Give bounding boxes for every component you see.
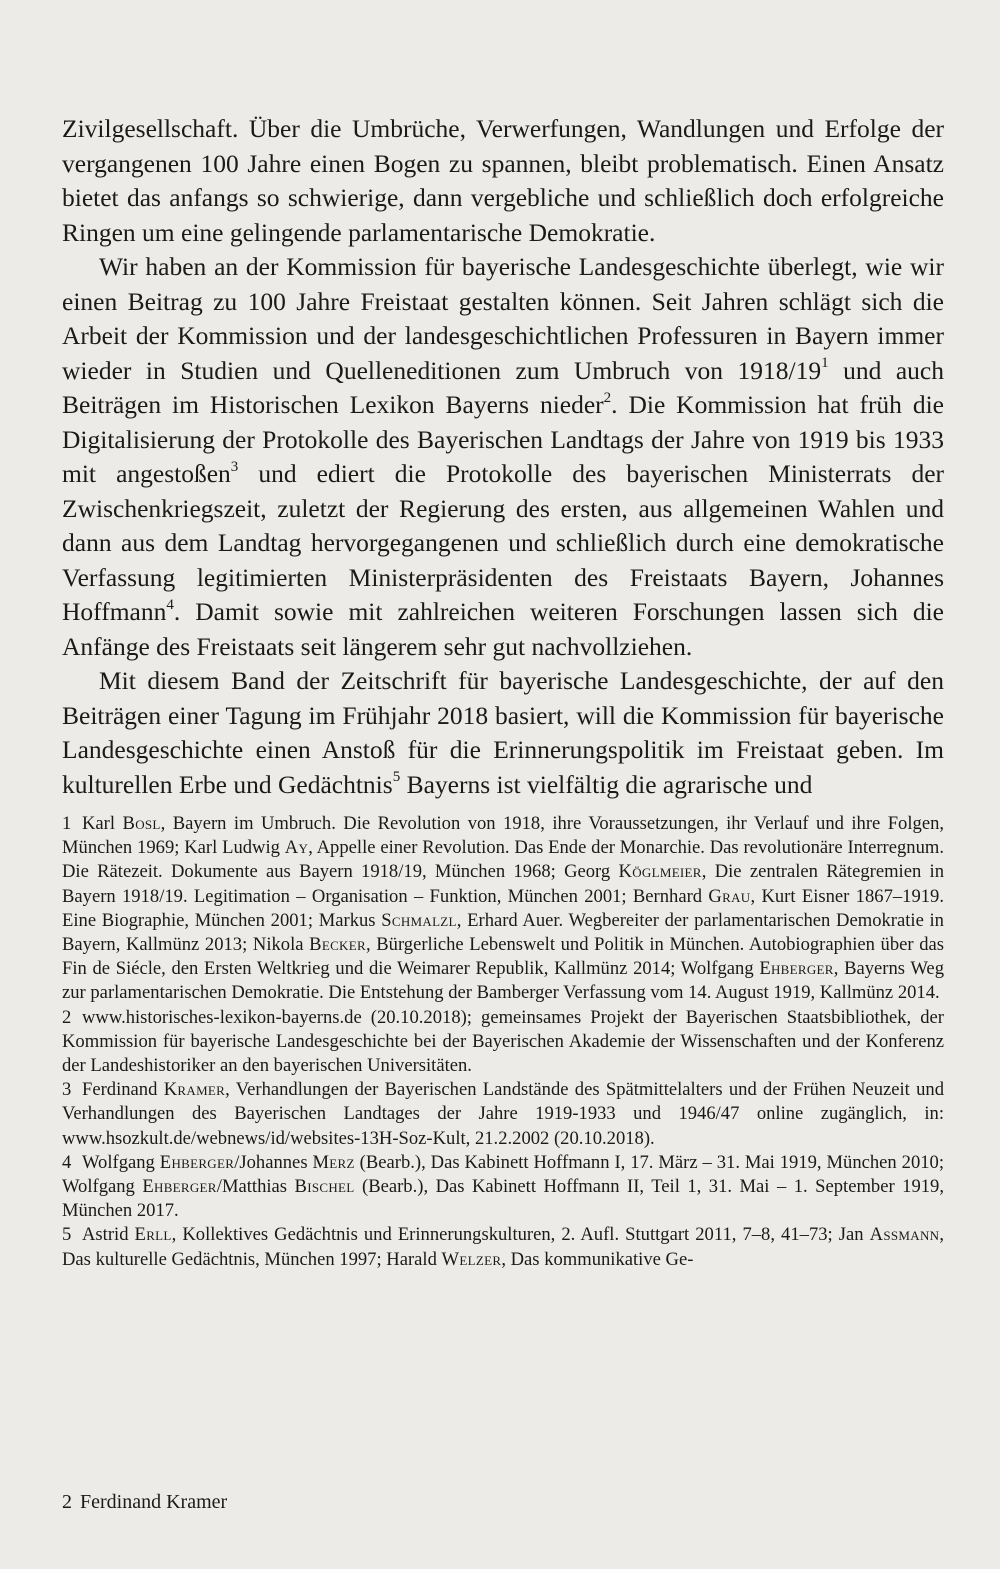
footnote-text: , Die zentralen Rätegremien in Bayern 1918/19. Legitimation – Organisation – Funktion, München 2001; Bernhard xyxy=(62,861,944,907)
footnote-text: , Appelle einer Revolution. Das Ende der Monarchie. Das revolutionäre Interregnum. Die Rätezeit. Dokumente aus Bayern 1918/19, München 1968; Georg xyxy=(62,837,944,883)
footnote-text: www.historisches-lexikon-bayerns.de (20.10.2018); gemeinsames Projekt der Bayerischen Staatsbibliothek, der Kommission für bayerische Landesgeschichte bei der Bayerischen Akademie der Wissenschaften und der Konferenz der Landeshistoriker an den bayerischen Universitäten. xyxy=(62,1006,944,1077)
footnote-text: (Bearb.), Das Kabinett Hoffmann II, Teil 1, 31. Mai – 1. September 1919, München 2017. xyxy=(62,1176,944,1222)
running-footer-author: Ferdinand Kramer xyxy=(80,1491,228,1513)
footnote-text: /Matthias xyxy=(216,1176,295,1198)
paragraph-2-text-e: . Damit sowie mit zahlreichen weiteren Forschungen lassen sich die Anfänge des Freistaats seit längerem sehr gut nachvollziehen. xyxy=(62,597,944,661)
footnote-5 xyxy=(62,1223,944,1271)
author-name: Ehberger xyxy=(142,1176,217,1198)
footnote-ref-1: 1 xyxy=(821,355,829,371)
paragraph-1: Zivilgesellschaft. Über die Umbrüche, Verwerfungen, Wandlungen und Erfolge der vergangenen 100 Jahre einen Bogen zu spannen, bleibt problematisch. Einen Ansatz bietet das anfangs so schwierige, dann vergebliche und schließlich doch erfolgreiche Ringen um eine gelingende parlamentarische Demokratie. xyxy=(62,114,944,247)
author-name: Welzer xyxy=(441,1248,502,1270)
paragraph-2-text-a: Wir haben an der Kommission für bayerische Landesgeschichte überlegt, wie wir einen Beitrag zu 100 Jahre Freistaat gestalten können. Seit Jahren schlägt sich die Arbeit der Kommission und der landesgeschichtlichen Professuren in Bayern immer wieder in Studien und Quelleneditionen zum Umbruch von 1918/19 xyxy=(62,252,944,385)
footnote-1 xyxy=(62,812,944,1006)
paragraph-2 xyxy=(62,250,944,664)
footnote-text: , Bayern im Umbruch. Die Revolution von 1918, ihre Voraussetzungen, ihr Verlauf und ihre Folgen, München 1969; Karl Ludwig xyxy=(62,813,945,859)
footnote-number: 1 xyxy=(62,813,72,834)
author-name: Köglmeier xyxy=(618,861,702,883)
footnote-text: , Bayerns Weg zur parlamentarischen Demokratie. Die Entstehung der Bamberger Verfassung vom 14. August 1919, Kallmünz 2014. xyxy=(62,958,944,1004)
footnote-ref-5: 5 xyxy=(392,769,401,785)
footnote-ref-4: 4 xyxy=(166,596,174,613)
footnote-text: , Das kommunikative Ge- xyxy=(501,1248,694,1270)
author-name: Assmann xyxy=(869,1224,940,1246)
footnote-number: 5 xyxy=(62,1224,72,1246)
paragraph-2-text-b: und auch Beiträgen im Historischen Lexikon Bayerns nieder xyxy=(62,355,944,419)
footnote-number: 2 xyxy=(62,1006,72,1028)
author-name: Becker xyxy=(309,934,366,956)
footnote-text: /Johannes xyxy=(234,1151,313,1173)
paragraph-2-text-c: . Die Kommission hat früh die Digitalisierung der Protokolle des Bayerischen Landtags der Jahre von 1919 bis 1933 mit angestoßen xyxy=(62,390,944,488)
footnote-number: 3 xyxy=(62,1079,72,1101)
footnote-text: (Bearb.), Das Kabinett Hoffmann I, 17. März – 31. Mai 1919, München 2010; Wolfgang xyxy=(62,1151,944,1198)
paragraph-2-text-d: und ediert die Protokolle des bayerischen Ministerrats der Zwischenkriegszeit, zuletzt der Regierung des ersten, aus allgemeinen Wahlen und dann aus dem Landtag hervorgegangenen und schließlich durch eine demokratische Verfassung legitimierten Ministerpräsidenten des Freistaats Bayern, Johannes Hoffmann xyxy=(62,459,945,626)
running-footer xyxy=(62,1488,227,1516)
footnote-text: , Bürgerliche Lebenswelt und Politik in München. Autobiographien über das Fin de Siécle, den Ersten Weltkrieg und die Weimarer Republik, Kallmünz 2014; Wolfgang xyxy=(62,934,945,980)
footnote-3 xyxy=(62,1078,944,1151)
author-name: Ehberger xyxy=(159,1151,235,1173)
author-name: Bosl xyxy=(122,813,161,834)
author-name: Merz xyxy=(312,1151,355,1173)
footnote-ref-2: 2 xyxy=(603,389,612,406)
footnote-ref-3: 3 xyxy=(230,458,239,475)
page-number: 2 xyxy=(62,1491,72,1513)
paragraph-3 xyxy=(62,664,944,802)
footnote-text: Astrid xyxy=(82,1224,135,1246)
footnotes-section xyxy=(62,812,944,1272)
author-name: Kramer xyxy=(163,1079,226,1101)
footnote-text: , Erhard Auer. Wegbereiter der parlamentarischen Demokratie in Bayern, Kallmünz 2013; Nikola xyxy=(62,909,944,956)
footnote-number: 4 xyxy=(62,1151,72,1173)
footnote-text: Wolfgang xyxy=(82,1151,160,1173)
author-name: Ehberger xyxy=(759,958,834,980)
author-name: Erll xyxy=(134,1224,172,1246)
author-name: Ay xyxy=(284,837,309,859)
paragraph-3-text-a: Mit diesem Band der Zeitschrift für bayerische Landesgeschichte, der auf den Beiträgen einer Tagung im Frühjahr 2018 basiert, will die Kommission für bayerische Landesgeschichte einen Anstoß für die Erinnerungspolitik im Freistaat geben. Im kulturellen Erbe und Gedächtnis xyxy=(62,666,944,799)
author-name: Schmalzl xyxy=(381,909,457,931)
footnote-text: , Kollektives Gedächtnis und Erinnerungskulturen, 2. Aufl. Stuttgart 2011, 7–8, 41–73; Jan xyxy=(171,1224,870,1246)
footnote-text: , Verhandlungen der Bayerischen Landstände des Spätmittelalters und der Frühen Neuzeit und Verhandlungen des Bayerischen Landtages der Jahre 1919-1933 und 1946/47 online zugänglich, in: www.hsozkult.de/webnews/id/websites-13H-Soz-Kult, 21.2.2002 (20.10.2018). xyxy=(62,1079,944,1149)
footnote-text: Karl xyxy=(82,813,123,834)
author-name: Bischel xyxy=(294,1176,355,1198)
footnote-4 xyxy=(62,1151,944,1224)
paragraph-3-text-b: Bayerns ist vielfältig die agrarische und xyxy=(400,769,813,799)
footnote-text: , Kurt Eisner 1867–1919. Eine Biographie, München 2001; Markus xyxy=(62,885,944,931)
main-text xyxy=(62,112,944,802)
footnote-text: Ferdinand xyxy=(82,1079,164,1101)
footnote-text: , Das kulturelle Gedächtnis, München 1997; Harald xyxy=(62,1224,944,1270)
author-name: Grau xyxy=(708,885,751,907)
footnote-2 xyxy=(62,1006,944,1079)
